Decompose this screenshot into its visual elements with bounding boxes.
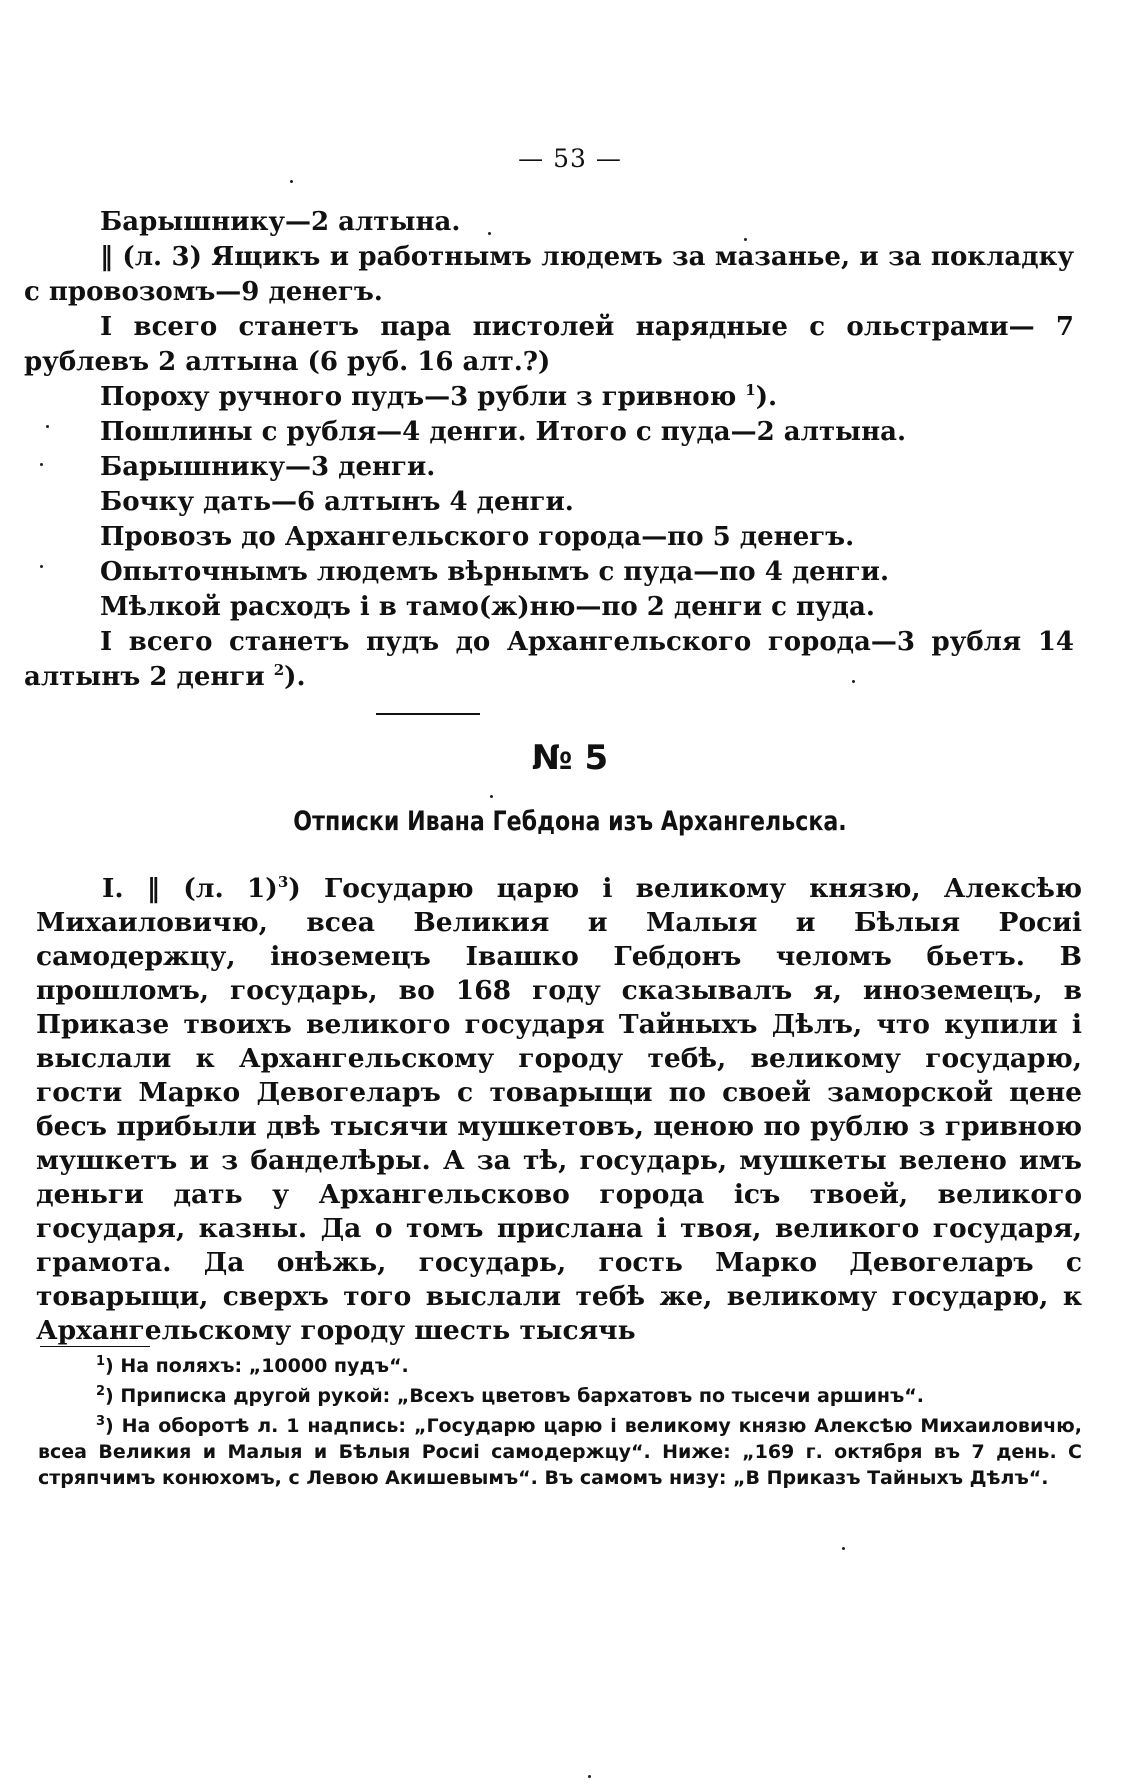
scan-speck <box>588 1775 591 1778</box>
text-line: ‖ (л. 3) Ящикъ и работнымъ людемъ за мазанье, и за покладку с провозомъ—9 денегъ. <box>24 242 1074 307</box>
footnote-ref-2: 2 <box>273 661 285 679</box>
footnote-divider <box>40 1346 150 1347</box>
text-line-content: I всего станетъ пудъ до Архангельского города—3 рубля 14 алтынъ 2 денги <box>24 627 1074 692</box>
page-number: — 53 — <box>518 144 622 173</box>
main-paragraph: I. ‖ (л. 1)$^3$) Государю царю і великому князю, Алексѣю Михаиловичю, всеа Великия и Малыя и Бѣлыя Росиі самодержцу, іноземецъ Івашко Гебдонъ челомъ бьетъ. В прошломъ, государь, во 168 году сказывалъ я, иноземецъ, в Приказе твоихъ великого государя Тайныхъ Дѣлъ, что купили і выслали к Архангельскому городу тебѣ, великому государю, гости Марко Девогеларъ с товарыщи по своей заморской цене бесъ прибыли двѣ тысячи мушкетовъ, ценою по рублю з гривною мушкетъ и з банделѣры. А за тѣ, государь, мушкеты велено имъ деньги дать у Архангельсково города ісъ твоей, великого государя, казны. Да о томъ прислана і твоя, великого государя, грамота. Да онѣжь, государь, гость Марко Девогеларъ с товарыщи, сверхъ того выслали тебѣ же, великому государю, к Архангельскому городу шесть тысячь <box>36 873 1083 1346</box>
scan-speck <box>40 463 43 466</box>
text-line-content: Пороху ручного пудъ—3 рубли з гривною <box>100 382 737 412</box>
scan-speck <box>40 565 43 568</box>
document-title: Отписки Ивана Гебдона изъ Архангельска. <box>293 806 847 837</box>
text-line: Бочку дать—6 алтынъ 4 денги. <box>100 487 574 517</box>
scan-speck <box>488 232 491 235</box>
footnote-text: ) Приписка другой рукой: „Всехъ цветовъ бархатовъ по тысечи аршинъ“. <box>105 1385 925 1407</box>
section-divider <box>376 713 480 715</box>
footnote <box>38 1383 1082 1409</box>
footnote <box>38 1353 1082 1379</box>
text-line: Барышнику—2 алтына. <box>100 207 461 237</box>
text-line: Опыточнымъ людемъ вѣрнымъ с пуда—по 4 денги. <box>100 557 890 587</box>
scan-speck <box>490 795 493 798</box>
footnote-mark: 3 <box>96 1414 106 1429</box>
text-line: Барышнику—3 денги. <box>100 452 436 482</box>
scan-speck <box>46 425 49 428</box>
scan-speck <box>744 238 747 241</box>
scan-speck <box>852 680 855 683</box>
text-line: Провозъ до Архангельского города—по 5 денегъ. <box>100 522 855 552</box>
footnote-mark: 1 <box>96 1354 106 1369</box>
footnote-ref-3: 3 <box>277 873 289 891</box>
text-line: I всего станетъ пара пистолей нарядные с ольстрами— 7 рублевъ 2 алтына (6 руб. 16 алт.?) <box>24 312 1074 377</box>
folio-lead: I. ‖ (л. 1) <box>102 873 278 904</box>
footnote-ref-1: 1 <box>745 381 756 399</box>
footnote-mark: 2 <box>96 1384 106 1399</box>
footnote-text: ) На поляхъ: „10000 пудъ“. <box>105 1355 409 1377</box>
footnote <box>38 1413 1082 1491</box>
main-text <box>36 872 1082 1348</box>
text-line: I всего станетъ пудъ до Архангельского города—3 рубля 14 алтынъ 2 денги $^2$). <box>24 627 1074 692</box>
text-line: Мѣлкой расходъ і в тамо(ж)ню—по 2 денги с пуда. <box>100 592 875 622</box>
scan-speck <box>842 1547 845 1550</box>
main-paragraph-text: Государю царю і великому князю, Алексѣю Михаиловичю, всеа Великия и Малыя и Бѣлыя Росиі самодержцу, іноземецъ Івашко Гебдонъ челомъ бьетъ. В прошломъ, государь, во 168 году сказывалъ я, иноземецъ, в Приказе твоихъ великого государя Тайныхъ Дѣлъ, что купили і выслали к Архангельскому городу тебѣ, великому государю, гости Марко Девогеларъ с товарыщи по своей заморской цене бесъ прибыли двѣ тысячи мушкетовъ, ценою по рублю з гривною мушкетъ и з банделѣры. А за тѣ, государь, мушкеты велено имъ деньги дать у Архангельсково города ісъ твоей, великого государя, казны. Да о томъ прислана і твоя, великого государя, грамота. Да онѣжь, государь, гость Марко Девогеларъ с товарыщи, сверхъ того выслали тебѣ же, великому государю, к Архангельскому городу шесть тысячь <box>36 873 1083 1346</box>
footnotes <box>38 1353 1082 1495</box>
text-line: Пошлины с рубля—4 денги. Итого с пуда—2 алтына. <box>100 417 907 447</box>
footnote-text: ) На оборотѣ л. 1 надпись: „Государю царю і великому князю Алексѣю Михаиловичю, всеа Великия и Малыя и Бѣлыя Росиі самодержцу“. Ниже: „169 г. октября въ 7 день. С стряпчимъ конюхомъ, с Левою Акишевымъ“. Въ самомъ низу: „В Приказъ Тайныхъ Дѣлъ“. <box>38 1415 1082 1489</box>
scan-speck <box>290 180 293 183</box>
text-line: Пороху ручного пудъ—3 рубли з гривною $^1$). <box>100 381 778 412</box>
expense-list <box>24 205 1074 695</box>
document-number: № 5 <box>531 738 609 778</box>
